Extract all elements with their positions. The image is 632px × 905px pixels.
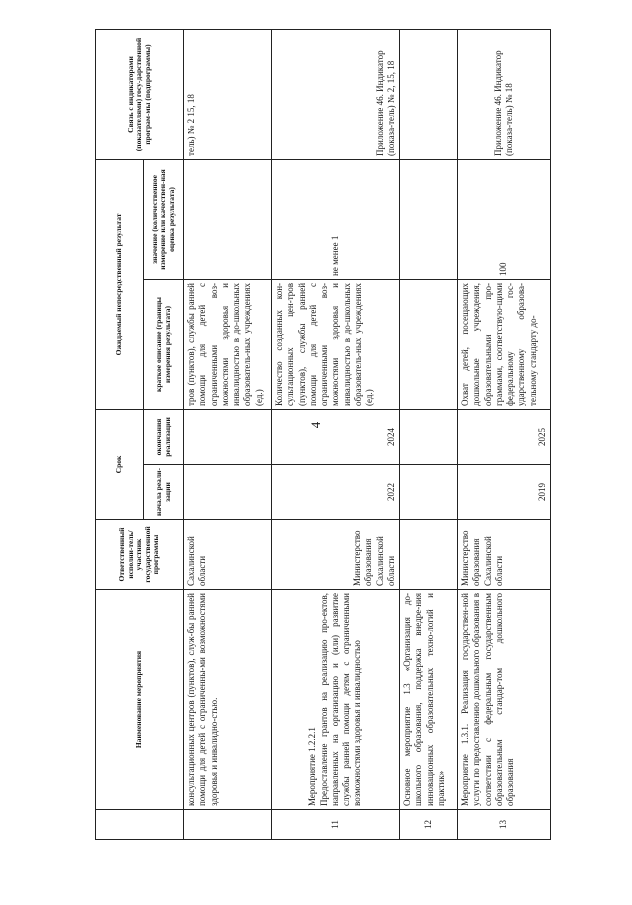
- indicators-link: [400, 29, 458, 159]
- event-name: консультационных центров (пунктов), служ-бы ранней помощи для детей с ограниченны-ми возможностями здоровья и инвалидно-стью.: [184, 590, 272, 810]
- event-name: Основное мероприятие 1.3 «Организация до-школьного образования, поддержка внедре-ния инновационных образовательных техно-логий и практик»: [400, 590, 458, 810]
- indicators-link: Приложение 46. Индикатор (показа-тель) № 2, 15, 18: [272, 29, 400, 159]
- result-value: не менее 1: [272, 159, 400, 279]
- table-row: [458, 29, 551, 839]
- header-result-value: значение (количественное измерение или качествен-ная оценка результата): [144, 159, 184, 279]
- header-term: Срок: [96, 409, 144, 519]
- row-number: 11: [272, 810, 400, 840]
- result-description: Количество созданных кон-сультационных цен-тров (пунктов), службы ранней помощи для детей с ограниченными воз-можностями здоровья и инвалидностью в до-школьных образователь-ных учреждениях (ед.): [272, 279, 400, 409]
- header-num: [96, 810, 184, 840]
- header-responsible: Ответственный исполни-тель/участник государственной программы: [96, 520, 184, 590]
- result-value: 100: [458, 159, 551, 279]
- term-end: 2025: [458, 409, 551, 464]
- table-row: [184, 29, 272, 839]
- result-description: [400, 279, 458, 409]
- event-name: Мероприятие 1.2.2.1 Предоставление грантов на реализацию про-ектов, направленных на организацию и (или) развитие службы ранней помощи детям с ограниченными возможностями здоровья и инвалидностью: [272, 590, 400, 810]
- term-end: [184, 409, 272, 464]
- responsible: Министерство образования Сахалинской области: [272, 520, 400, 590]
- page-number: 4: [308, 421, 323, 429]
- header-indicators-link: Связь с индикаторами (показателями) госу-дарственной програм-мы (подпрограммы): [96, 29, 184, 159]
- result-value: [184, 159, 272, 279]
- result-description: Охват детей, посещающих дошкольные учреждения, образовательными про-граммами, соответствую-щими федеральному гос-ударственному образова-тельному стандарту до-: [458, 279, 551, 409]
- term-start: [184, 465, 272, 520]
- header-result-description: краткое описание (границы измерения результата): [144, 279, 184, 409]
- term-start: [400, 465, 458, 520]
- row-number: 13: [458, 810, 551, 840]
- measures-table: [95, 29, 551, 840]
- responsible: Министерство образования Сахалинской области: [458, 520, 551, 590]
- term-end: [400, 409, 458, 464]
- rotated-table-sheet: [95, 30, 550, 840]
- table-row: [400, 29, 458, 839]
- result-description: тров (пунктов), службы ранней помощи для детей с ограниченными воз-можностями здоровья и инвалидностью в до-школьных образователь-ных учреждениях (ед.): [184, 279, 272, 409]
- row-number: [184, 810, 272, 840]
- header-term-end: окончания реализации: [144, 409, 184, 464]
- header-event-name: Наименование мероприятия: [96, 590, 184, 810]
- indicators-link: тель) № 2 15, 18: [184, 29, 272, 159]
- responsible: [400, 520, 458, 590]
- header-expected-result: Ожидаемый непосредственный результат: [96, 159, 144, 409]
- term-start: 2019: [458, 465, 551, 520]
- indicators-link: Приложение 46. Индикатор (показа-тель) № 18: [458, 29, 551, 159]
- result-value: [400, 159, 458, 279]
- header-term-start: начала реали-зации: [144, 465, 184, 520]
- term-end: 2024: [272, 409, 400, 464]
- row-number: 12: [400, 810, 458, 840]
- event-name: Мероприятие 1.3.1. Реализация государствен-ной услуги по предоставлению дошкольного образования в соответствии с федеральным государственным образовательным стандар-том дошкольного образования: [458, 590, 551, 810]
- term-start: 2022: [272, 465, 400, 520]
- table-row: [272, 29, 400, 839]
- responsible: Сахалинской области: [184, 520, 272, 590]
